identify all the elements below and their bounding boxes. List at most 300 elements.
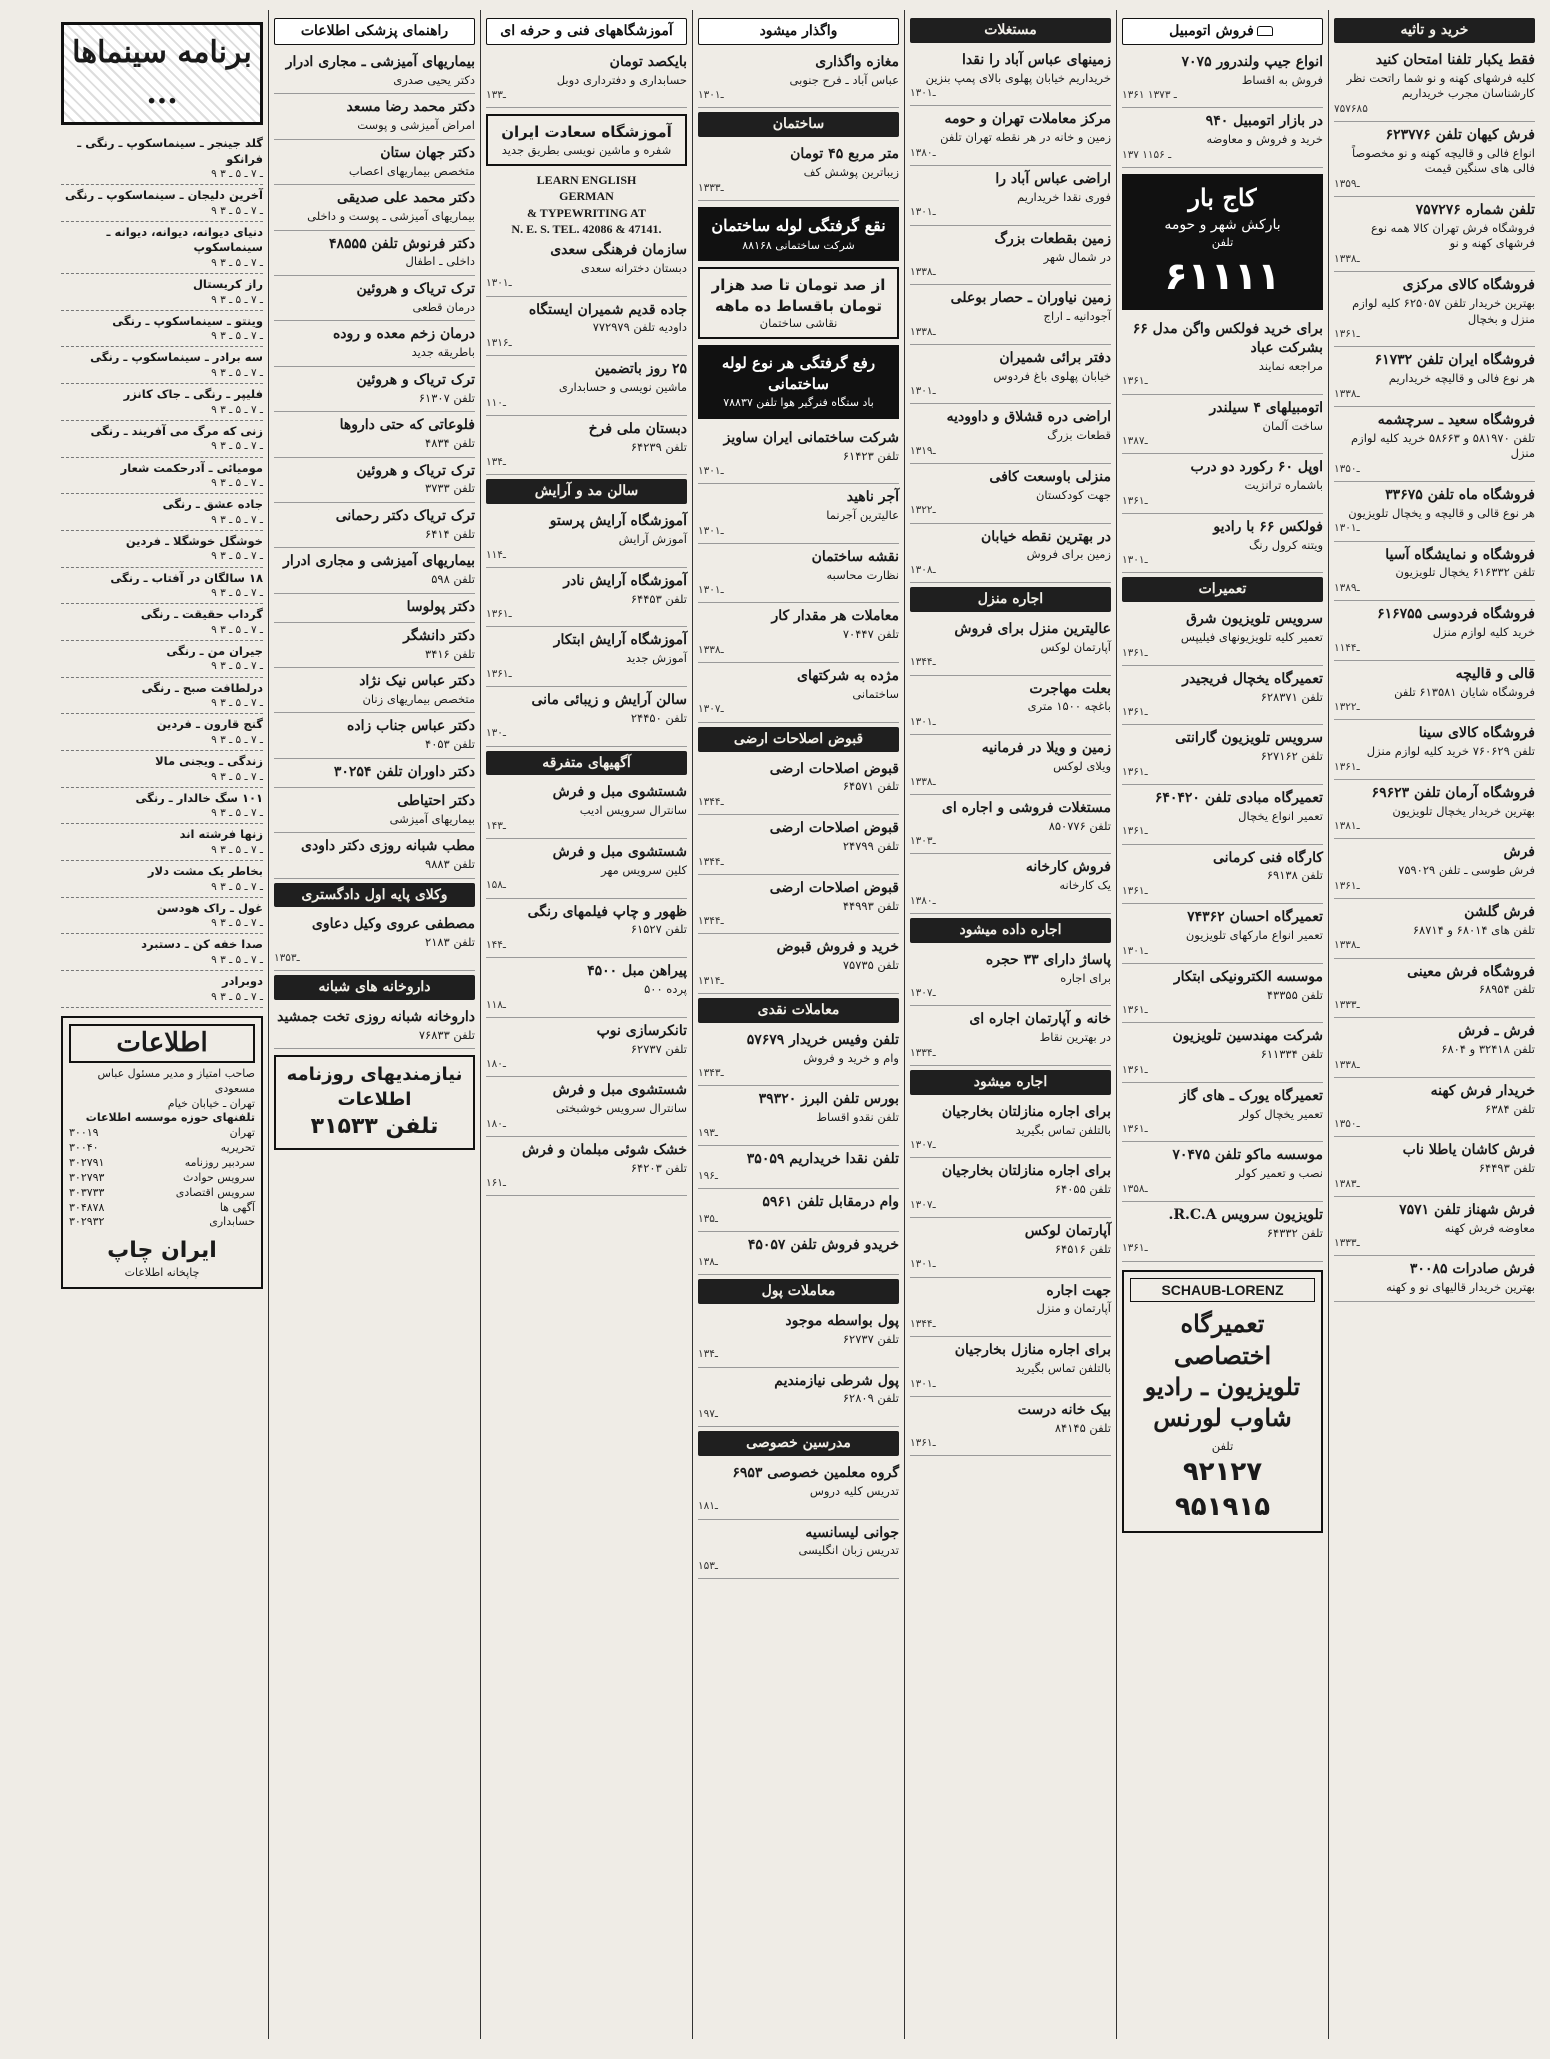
ad-body: زمین برای فروش — [1026, 547, 1111, 562]
newspaper-logo: اطلاعات — [69, 1024, 255, 1063]
ad-code: ۱ـ۳۰۱ — [1122, 944, 1148, 957]
classified-ad — [486, 416, 687, 476]
classified-ad — [1334, 272, 1535, 347]
ad-title: تلفن وفیس خریدار ۵۷۶۷۹ — [746, 1031, 899, 1048]
ad-title: پاساژ دارای ۳۳ حجره — [985, 951, 1111, 968]
ad-body: تلفن ۶۴۰۵۵ — [1054, 1182, 1111, 1197]
ad-title: وام درمقابل تلفن ۵۹۶۱ — [762, 1193, 899, 1210]
classified-ad — [274, 668, 475, 713]
classified-ad — [910, 345, 1111, 405]
ad-title: تعمیرگاه یورک ـ های گاز — [1179, 1087, 1323, 1104]
ad-title: معاملات هر مقدار کار — [771, 608, 899, 625]
ad-body: تلفن ۳۷۳۳ — [425, 481, 475, 496]
ad-title: زمین بقطعات بزرگ — [994, 230, 1111, 247]
phone-dept: آگهی ها — [219, 1200, 255, 1214]
ad-title: مستغلات فروشی و اجاره ای — [941, 799, 1111, 816]
film-title: غول ـ راک هودسن — [156, 900, 263, 915]
ad-title: سرویس تلویزیون شرق — [1186, 611, 1323, 628]
ad-title: ترک تریاک دکتر رحمانی — [335, 507, 475, 524]
ad-subtitle: بارکش شهر و حومه — [1164, 217, 1281, 234]
film-listing — [61, 641, 263, 678]
film-showtimes: ۹ ـ ۷ ـ ۵ ـ ۳ — [211, 697, 263, 710]
ad-code: ۱ـ۳۰۷ — [698, 703, 724, 716]
english-school-ad — [486, 172, 687, 237]
ad-list — [698, 1460, 899, 1579]
newspaper-classifieds-page — [10, 10, 1540, 2039]
cinema-programs-title: برنامه سینماها ... — [61, 22, 263, 125]
ad-title: تلفن نقدا خریداریم ۳۵۰۵۹ — [746, 1150, 899, 1167]
ad-code: ۱ـ۳۰۱ — [1334, 522, 1360, 535]
ad-list — [274, 49, 475, 879]
ad-code: ۱ـ۸۱ — [698, 1500, 718, 1513]
printer-sub: چاپخانه اطلاعات — [124, 1265, 200, 1279]
ad-code: ۱ـ۳۴ — [486, 456, 506, 469]
film-listing — [61, 898, 263, 935]
film-title: زنها فرشته اند — [179, 827, 263, 842]
ad-title: کاج بار — [1188, 183, 1257, 213]
classified-ad — [486, 839, 687, 899]
classified-ad — [1334, 1018, 1535, 1078]
film-showtimes: ۹ ـ ۷ ـ ۵ ـ ۳ — [211, 880, 263, 893]
ad-code: ۱ـ۳۰۱ — [910, 87, 936, 100]
film-listing — [61, 222, 263, 274]
film-title: آخرین دلیجان ـ سینماسکوپ ـ رنگی — [64, 188, 263, 203]
ad-code: ۱ـ۵۳ — [698, 1559, 718, 1572]
classified-ad — [486, 779, 687, 839]
classified-ad — [910, 285, 1111, 345]
film-showtimes: ۹ ـ ۷ ـ ۵ ـ ۳ — [211, 953, 263, 966]
ad-body: دکتر یحیی صدری — [393, 72, 475, 87]
ad-list — [698, 141, 899, 201]
film-listing — [61, 861, 263, 898]
ad-code: ۱ـ۳۰۷ — [910, 1139, 936, 1152]
ad-body: آموزش جدید — [626, 651, 687, 666]
ad-body: شفره و ماشین نویسی بطریق جدید — [501, 142, 672, 157]
ad-title: خریدار فرش کهنه — [1430, 1082, 1535, 1099]
classified-ad — [698, 1460, 899, 1520]
classified-ad — [274, 231, 475, 276]
ad-title: آموزشگاه آرایش نادر — [563, 572, 687, 589]
classified-ad — [910, 166, 1111, 226]
ad-title: شرکت ساختمانی ایران ساویز — [723, 429, 899, 446]
printer-name: ایران چاپ — [107, 1238, 217, 1264]
ad-title: فروش کارخانه — [1025, 859, 1111, 876]
ad-code: ۱ـ۳۴۳ — [698, 1067, 724, 1080]
ad-body: باشماره ترانزیت — [1244, 478, 1323, 493]
ad-body: هر نوع فالی و قالیچه خریداریم — [1388, 371, 1535, 386]
ad-code: ۱ـ۳۵۹ — [1334, 177, 1360, 190]
classified-ad — [910, 795, 1111, 855]
ad-message: تعمیرگاه اختصاصی تلویزیون ـ رادیو شاوب لورنس — [1144, 1309, 1301, 1433]
ad-code: ۱ـ۳۸۰ — [910, 146, 936, 159]
ad-title: انواع جیپ ولندرور ۷۰۷۵ — [1181, 53, 1323, 70]
classified-ad — [1122, 1142, 1323, 1202]
ad-code: ۱ـ۳۵۳ — [274, 951, 300, 964]
ad-title: دکتر محمد علی صدیقی — [337, 190, 475, 207]
ad-body: تلفن ۳۴۱۶ — [425, 646, 475, 661]
ad-body: تلفن ۶۱۶۳۳۲ یخچال تلویزیون — [1395, 565, 1535, 580]
film-listing — [61, 384, 263, 421]
ad-title: فرش گلشن — [1464, 903, 1535, 920]
section-header: معاملات پول — [698, 1279, 899, 1304]
film-showtimes: ۹ ـ ۷ ـ ۵ ـ ۳ — [211, 168, 263, 181]
film-title: فلیپر ـ رنگی ـ جاک کانزر — [123, 387, 263, 402]
phone-dept: تحریریه — [220, 1141, 255, 1155]
film-listing — [61, 311, 263, 348]
film-listing — [61, 458, 263, 495]
section-header: داروخانه های شبانه — [274, 975, 475, 1000]
classified-ad — [698, 663, 899, 723]
ad-body: ساختمانی — [852, 686, 899, 701]
classified-ad — [274, 594, 475, 623]
ad-title: ترک تریاک و هروئین — [356, 462, 475, 479]
classified-ad — [698, 425, 899, 485]
phone-label: تلفن — [1211, 1439, 1234, 1454]
ad-title: فروشگاه آرمان تلفن ۶۹۶۲۳ — [1371, 784, 1535, 801]
classified-ad — [910, 1218, 1111, 1278]
classified-ad — [910, 1158, 1111, 1218]
classified-ad — [1122, 785, 1323, 845]
film-title: دوبرادر — [222, 974, 263, 989]
ad-title: تانکرسازی نوپ — [596, 1022, 687, 1039]
ad-body: تلفن ۶۹۱۳۸ — [1266, 868, 1323, 883]
film-showtimes: ۹ ـ ۷ ـ ۵ ـ ۳ — [211, 990, 263, 1003]
classified-ad — [910, 1099, 1111, 1159]
ad-body: تلفن ۴۸۳۴ — [425, 436, 475, 451]
ad-body: وام و خرید و فروش — [803, 1050, 899, 1065]
ad-body: یک کارخانه — [1059, 878, 1111, 893]
ad-list — [1122, 316, 1323, 573]
phone-number: ۶۱۱۱۱ — [1164, 253, 1281, 298]
film-title: درلطافت صبح ـ رنگی — [141, 680, 263, 695]
ad-code: ۱ـ۵۸ — [486, 879, 506, 892]
ad-body: تلفن ۷۶۸۳۳ — [418, 1027, 475, 1042]
ad-body: تلفن ۶۱۳۰۷ — [418, 390, 475, 405]
ad-title: دکتر محمد رضا مسعد — [346, 99, 475, 116]
ad-body: تلفن ۵۸۱۹۷۰ و ۵۸۶۶۳ خرید کلیه لوازم منزل — [1351, 430, 1535, 461]
ad-code: ۱ـ۳۰۸ — [910, 563, 936, 576]
film-listing — [61, 347, 263, 384]
classified-ad — [698, 1146, 899, 1189]
classified-ad — [486, 297, 687, 357]
ad-title: متر مربع ۴۵ تومان — [790, 146, 899, 163]
classified-ad — [1122, 904, 1323, 964]
ad-title: پیراهن مبل ۴۵۰۰ — [587, 963, 687, 980]
phone-row — [69, 1201, 255, 1216]
ad-title: فروشگاه کالای مرکزی — [1402, 277, 1535, 294]
classified-ad — [486, 49, 687, 109]
classified-ad — [1122, 845, 1323, 905]
classified-ad — [1122, 1083, 1323, 1143]
ad-title: اتومبیلهای ۴ سیلندر — [1209, 399, 1323, 416]
classified-ad — [486, 568, 687, 628]
ad-body: تلفن ۳۲۴۱۸ و ۶۸۰۴ — [1441, 1042, 1535, 1057]
ad-body: نقاشی ساختمان — [759, 315, 838, 330]
ad-code: ۱ـ۳۳۸ — [1334, 387, 1360, 400]
ad-title: فروشگاه سعید ـ سرچشمه — [1377, 411, 1535, 428]
classified-ad — [698, 1232, 899, 1275]
classified-ad — [486, 627, 687, 687]
ad-code: ۱ـ۳۶۱ — [1122, 375, 1148, 388]
film-title: مومیائی ـ آدرحکمت شعار — [120, 460, 263, 475]
ad-code: ۱ـ۱۸ — [486, 998, 506, 1011]
ad-code: ۱ـ۳۳۸ — [910, 775, 936, 788]
ad-list — [698, 1027, 899, 1275]
classified-ad — [486, 1077, 687, 1137]
ad-title: جوانی لیسانسیه — [805, 1524, 899, 1541]
classified-ad — [274, 713, 475, 758]
ad-title: شستشوی مبل و فرش — [552, 1082, 687, 1099]
ad-title: مغازه واگذاری — [815, 53, 899, 70]
classified-ad — [1122, 514, 1323, 574]
schaub-lorenz-ad — [1122, 1270, 1323, 1533]
phone-number: ۹۵۱۹۱۵ — [1174, 1491, 1271, 1522]
ad-title: آموزشگاه آرایش ابتکار — [553, 632, 687, 649]
ad-body: باطریقه جدید — [411, 345, 475, 360]
ad-body: تلفن ۶۴۲۳۹ — [630, 439, 687, 454]
film-title: وینتو ـ سینماسکوپ ـ رنگی — [112, 313, 263, 328]
phone-number: ۳۰۲۷۹۳ — [69, 1170, 105, 1184]
film-listing — [61, 568, 263, 605]
ad-code: ۱ـ۳۴۴ — [698, 855, 724, 868]
ad-body: کلین سرویس مهر — [600, 862, 687, 877]
section-header: اجاره داده میشود — [910, 918, 1111, 943]
ad-title: تعمیرگاه احسان ۷۴۳۶۲ — [1187, 909, 1323, 926]
ad-list — [1122, 606, 1323, 1261]
classified-ad — [910, 404, 1111, 464]
ad-code: ۱ـ۳۶۱ — [1122, 1123, 1148, 1136]
ad-code: ۱ـ۳۴۴ — [910, 656, 936, 669]
ad-code: ۱ـ۳۶۱ — [1122, 884, 1148, 897]
ad-title: آجر ناهید — [846, 489, 899, 506]
classified-ad — [1334, 347, 1535, 407]
ad-title: بیماریهای آمیزشی و مجاری ادرار — [283, 553, 475, 570]
ad-code: ۱ـ۳۳۸ — [1334, 1058, 1360, 1071]
ad-body: باد ستگاه فنرگیر هوا تلفن ۷۸۸۳۷ — [723, 395, 874, 409]
film-listing — [61, 714, 263, 751]
ad-body: فروش به اقساط — [1241, 72, 1323, 87]
film-showtimes: ۹ ـ ۷ ـ ۵ ـ ۳ — [211, 587, 263, 600]
ad-body: فروشگاه فرش تهران کالا همه نوع فرشهای کهنه و نو — [1371, 220, 1535, 251]
ad-body: تلفن ۶۲۸۳۷۱ — [1260, 689, 1323, 704]
classified-ad — [1122, 316, 1323, 394]
pipe-cleaning-ad — [698, 345, 899, 418]
ad-body: تلفن ۶۲۷۳۷ — [630, 1041, 687, 1056]
classified-ad — [910, 1006, 1111, 1066]
ad-body: دبستان دخترانه سعدی — [580, 260, 687, 275]
classified-ad — [1334, 407, 1535, 482]
ad-title: منزلی باوسعت کافی — [989, 468, 1111, 485]
section-header: اجاره میشود — [910, 1070, 1111, 1095]
classified-ad — [1334, 899, 1535, 959]
ad-body: زیباترین پوشش کف — [803, 165, 899, 180]
ad-code: ۱ـ۳۶۱ — [1122, 1063, 1148, 1076]
ad-title: دکتر پولوسا — [406, 598, 475, 615]
classified-ad — [1334, 959, 1535, 1019]
ad-body: ویتنه کرول رنگ — [1249, 537, 1323, 552]
classified-ad — [1122, 108, 1323, 168]
ad-body: ماشین نویسی و حسابداری — [558, 380, 687, 395]
ad-body: در شمال شهر — [1043, 249, 1111, 264]
ad-list — [698, 756, 899, 994]
ad-body: برای اجاره — [1060, 970, 1111, 985]
classified-ad — [698, 544, 899, 604]
classified-ad — [274, 623, 475, 668]
classified-ad — [698, 1189, 899, 1232]
ad-code: ۱ـ۳۰۷ — [910, 1198, 936, 1211]
ad-title: دبستان ملی فرخ — [588, 420, 687, 437]
ad-code: ۱ـ۳۲۲ — [910, 504, 936, 517]
ad-title: مرکز معاملات تهران و حومه — [944, 111, 1111, 128]
section-header: معاملات نقدی — [698, 998, 899, 1023]
ad-code: ۱ـ۳۶۱ — [1122, 1242, 1148, 1255]
ad-title: دکتر احتیاطی — [397, 792, 475, 809]
ad-code: ۱ـ۳۵ — [698, 1212, 718, 1225]
ad-body: داخلی ـ اطفال — [405, 254, 475, 269]
classified-ad — [1334, 47, 1535, 122]
ad-body: تدریس کلیه دروس — [809, 1483, 899, 1498]
phone-number: ۹۲۱۲۷ — [1182, 1456, 1263, 1487]
ad-title: فقط یکبار تلفنا امتحان کنید — [1375, 51, 1535, 68]
ad-list — [486, 237, 687, 475]
ad-list — [486, 779, 687, 1196]
film-listing — [61, 604, 263, 641]
classified-ad — [274, 759, 475, 788]
classified-ad — [910, 1278, 1111, 1338]
classified-ad — [698, 49, 899, 109]
ad-code: ۱ـ۹۷ — [698, 1407, 718, 1420]
phone-row — [69, 1215, 255, 1230]
classified-ad — [910, 854, 1111, 914]
film-listing — [61, 678, 263, 715]
film-showtimes: ۹ ـ ۷ ـ ۵ ـ ۳ — [211, 204, 263, 217]
section-header: فروش اتومبیل — [1122, 18, 1323, 45]
ad-body: تلفن ۹۸۸۳ — [425, 857, 475, 872]
ad-body: تلفن ۶۲۷۳۷ — [842, 1331, 899, 1346]
ad-code: ۱ـ۸۰ — [486, 1058, 506, 1071]
ad-title: فرش کیهان تلفن ۶۲۳۷۷۶ — [1385, 126, 1535, 143]
ad-body: باغچه ۱۵۰۰ متری — [1027, 699, 1111, 714]
classifieds-phone-ad — [274, 1055, 475, 1149]
ad-code: ۱ـ۳۳۸ — [910, 266, 936, 279]
ad-body: تلفن ۶۸۹۵۴ — [1478, 982, 1535, 997]
ad-body: تلفن ۶۴۴۵۳ — [630, 591, 687, 606]
classified-ad — [910, 735, 1111, 795]
film-showtimes: ۹ ـ ۷ ـ ۵ ـ ۳ — [211, 366, 263, 379]
brand-logo: SCHAUB-LORENZ — [1130, 1278, 1315, 1303]
film-title: ۱۰۱ سگ خالدار ـ رنگی — [135, 790, 263, 805]
classified-ad — [274, 49, 475, 94]
classified-ad — [274, 321, 475, 366]
ad-code: ۱ـ۳۸۹ — [1334, 581, 1360, 594]
classified-ad — [1122, 666, 1323, 726]
classified-ad — [698, 815, 899, 875]
film-listing — [61, 531, 263, 568]
ad-body: خرید و فروش و معاوضه — [1206, 132, 1323, 147]
ad-title: پول شرطی نیازمندیم — [774, 1372, 899, 1389]
ad-title: اراضی عباس آباد را — [995, 171, 1111, 188]
ad-body: انواع فالی و قالیچه کهنه و نو مخصوصاً فالی های سنگین قیمت — [1351, 145, 1535, 176]
ad-code: ۱ـ۳۰۱ — [698, 524, 724, 537]
car-icon — [1257, 26, 1273, 36]
ad-title: مژده به شرکتهای — [797, 668, 899, 685]
film-title: راز کریستال — [192, 277, 263, 292]
ad-code: ۱ـ۳۰۱ — [1122, 554, 1148, 567]
ad-title: موسسه ماکو تلفن ۷۰۴۷۵ — [1172, 1147, 1323, 1164]
ad-title: ترک تریاک و هروئین — [356, 280, 475, 297]
ad-title: آپارتمان لوکس — [1024, 1222, 1111, 1239]
ad-body: سانترال سرویس خوشبختی — [555, 1101, 687, 1116]
classified-ad — [486, 508, 687, 568]
ad-body: قطعات بزرگ — [1047, 428, 1111, 443]
classified-ad — [910, 676, 1111, 736]
ad-title: برای خرید فولکس واگن مدل ۶۶ بشرکت عباد — [1132, 321, 1323, 357]
ad-body: زمین و خانه در هر نقطه تهران تلفن — [940, 130, 1111, 145]
film-showtimes: ۹ ـ ۷ ـ ۵ ـ ۳ — [211, 513, 263, 526]
ad-list — [274, 1004, 475, 1049]
ad-body: تلفن ۶۱۱۳۳۴ — [1260, 1047, 1323, 1062]
ad-code: ۱ـ۳۴۴ — [910, 1317, 936, 1330]
classified-ad — [910, 226, 1111, 286]
ad-body: بالتلفن تماس بگیرید — [1015, 1122, 1111, 1137]
ad-title: تعمیرگاه یخچال فریجیدر — [1182, 670, 1323, 687]
ad-body: تدریس زبان انگلیسی — [798, 1543, 899, 1558]
ad-body: متخصص بیماریهای اعصاب — [348, 163, 475, 178]
ad-title: بعلت مهاجرت — [1029, 680, 1111, 697]
phone-number: ۳۰۴۸۷۸ — [69, 1200, 105, 1214]
ad-code: ۱ـ۳۳۳ — [1334, 1237, 1360, 1250]
ad-list — [486, 49, 687, 109]
section-header: مدرسین خصوصی — [698, 1431, 899, 1456]
ad-list — [274, 911, 475, 971]
ad-title: نقشه ساختمان — [811, 548, 899, 565]
ad-body: فوری نقدا خریداریم — [1017, 189, 1111, 204]
film-title: ۱۸ سالگان در آفتاب ـ رنگی — [110, 570, 263, 585]
phone-number: ۳۰۲۹۳۲ — [69, 1215, 105, 1229]
ad-code: ۱ـ۳۶۱ — [1122, 646, 1148, 659]
classified-ad — [910, 947, 1111, 1007]
film-title: جاده عشق ـ رنگی — [162, 497, 263, 512]
film-title: گنج قارون ـ فردین — [156, 717, 263, 732]
film-showtimes: ۹ ـ ۷ ـ ۵ ـ ۳ — [211, 440, 263, 453]
ad-title: برای اجاره منازلتان بخارجیان — [941, 1103, 1111, 1120]
ad-code: ۱ـ۳۰۱ — [698, 465, 724, 478]
ad-body: تلفن ۴۴۹۹۳ — [842, 898, 899, 913]
ad-code: ۱ـ۳۶۱ — [1122, 825, 1148, 838]
ad-body: پرده ۵۰۰ — [644, 982, 687, 997]
ad-title: موسسه الکترونیکی ابتکار — [1173, 968, 1323, 985]
ad-code: ۱ـ۳۰۱ — [910, 1258, 936, 1271]
film-showtimes: ۹ ـ ۷ ـ ۵ ـ ۳ — [211, 733, 263, 746]
ad-title: خانه و آپارتمان اجاره ای — [969, 1011, 1111, 1028]
ad-body: تلفن ۲۴۷۹۹ — [842, 838, 899, 853]
ad-body: تلفن ۶۴۴۹۳ — [1478, 1161, 1535, 1176]
column-cinema — [56, 10, 268, 2039]
ad-title: فرش کاشان یاطلا ناب — [1402, 1142, 1535, 1159]
ad-title: در بهترین نقطه خیابان — [980, 528, 1111, 545]
classified-ad — [1334, 601, 1535, 661]
ad-code: ۱ـ۳۵۸ — [1122, 1182, 1148, 1195]
ad-title: عالیترین منزل برای فروش — [954, 620, 1111, 637]
classified-ad — [486, 958, 687, 1018]
ad-title: فروشگاه و نمایشگاه آسیا — [1385, 546, 1535, 563]
ad-title: شستشوی مبل و فرش — [552, 843, 687, 860]
ad-code: ۱ـ۳۶۱ — [1334, 760, 1360, 773]
film-listing — [61, 751, 263, 788]
ad-title: برای اجاره منازلتان بخارجیان — [941, 1163, 1111, 1180]
ad-title: نیازمندیهای روزنامه اطلاعات — [286, 1064, 463, 1110]
column-construction-finance — [692, 10, 904, 2039]
